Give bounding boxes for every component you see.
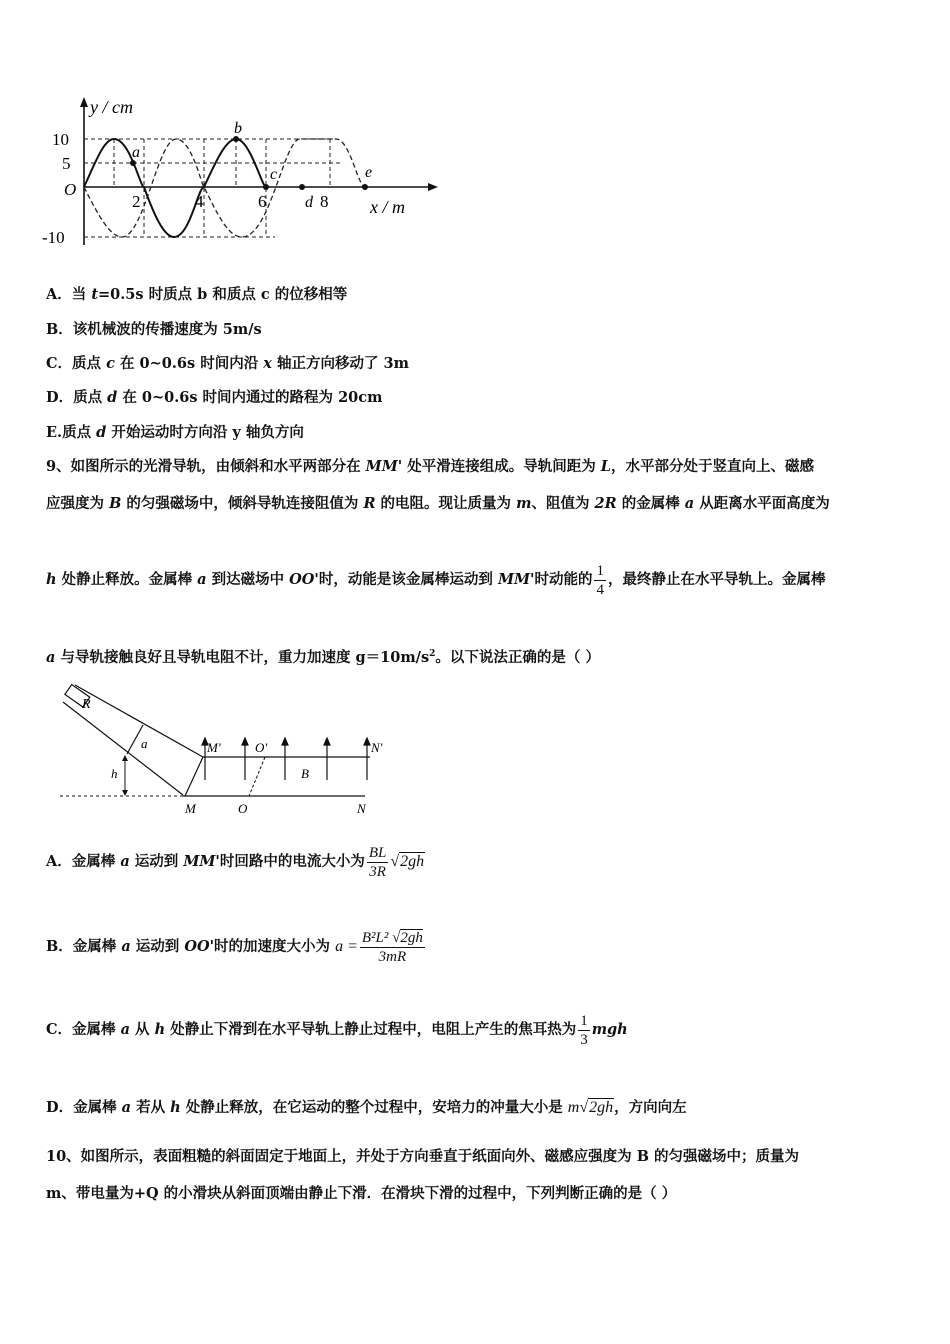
var-d: d — [96, 424, 107, 441]
text: 、阻值为 — [531, 495, 595, 512]
var: a — [684, 495, 695, 512]
frac-num: B²L² √2gh — [361, 929, 423, 946]
q10-line-1: 10、如图所示，表面粗糙的斜面固定于地面上，并处于方向垂直于纸面向外、磁感应强度为 B 的匀强磁场中；质量为 — [46, 1148, 800, 1165]
var: h — [170, 1099, 181, 1116]
var: a — [121, 938, 131, 955]
text: 的电阻。现让质量为 — [375, 495, 517, 512]
sqrt-2gh: √2gh — [390, 853, 425, 870]
text: C．质点 — [46, 355, 107, 372]
q9-line-4 — [46, 644, 600, 668]
var: L — [600, 458, 611, 475]
text: ，水平部分处于竖直向上、磁感 — [611, 458, 814, 475]
rod-label: a — [141, 736, 148, 751]
resistor-label: R — [82, 697, 91, 712]
text: 在 0~0.6s 时间内通过的路程为 20cm — [117, 389, 383, 406]
frac-den: 3R — [369, 863, 386, 880]
q8-option-a — [46, 285, 347, 305]
fraction-one-quarter — [594, 562, 606, 599]
var: a — [46, 648, 56, 666]
var: h — [154, 1021, 166, 1038]
text: 时的加速度大小为 — [214, 938, 336, 955]
var-d: d — [107, 389, 118, 406]
text: D．金属棒 — [46, 1099, 122, 1116]
q8-option-b: B．该机械波的传播速度为 5m/s — [46, 321, 262, 338]
label-c: c — [270, 166, 278, 183]
var: a — [120, 1021, 130, 1038]
oo-line — [249, 757, 265, 796]
radicand: 2gh — [589, 1099, 614, 1116]
text: 处静止释放。金属棒 — [56, 571, 198, 588]
sqrt-2gh: √2gh — [579, 1099, 614, 1116]
dashed-wave — [84, 139, 365, 237]
text: E.质点 — [46, 424, 97, 441]
radicand: 2gh — [400, 929, 423, 946]
var: a — [121, 1099, 132, 1116]
var: R — [363, 495, 376, 512]
incline-rail-upper — [75, 685, 203, 757]
label-m-prime: M' — [207, 740, 221, 755]
point-c — [263, 184, 269, 190]
mm-junction — [185, 757, 203, 796]
var: a — [197, 571, 207, 588]
text: 从距离水平面高度为 — [694, 495, 830, 512]
label-b: b — [234, 120, 242, 137]
var: m — [516, 495, 532, 512]
text: ，最终静止在水平导轨上。金属棒 — [607, 571, 826, 588]
text: A．金属棒 — [46, 853, 121, 870]
q9-line-2 — [46, 494, 830, 514]
text: 在 0~0.6s 时间内沿 — [114, 355, 264, 372]
mgh: mgh — [591, 1021, 628, 1038]
text: 处静止释放，在它运动的整个过程中，安培力的冲量大小是 — [180, 1099, 568, 1116]
frac-num: BL — [368, 844, 387, 861]
label-m: M — [185, 801, 196, 816]
q9-option-b — [46, 925, 427, 969]
var: OO' — [184, 938, 215, 955]
text: 应强度为 — [46, 495, 110, 512]
incline-rail-lower — [63, 702, 183, 795]
x-tick-4: 4 — [195, 192, 204, 211]
text: 若从 — [131, 1099, 171, 1116]
x-tick-8: 8 — [320, 192, 329, 211]
fraction-acceleration — [360, 929, 425, 966]
rail-figure — [55, 680, 395, 820]
text: 的匀强磁场中，倾斜导轨连接阻值为 — [121, 495, 364, 512]
text: 时动能的 — [534, 571, 593, 588]
text: 处静止下滑到在水平导轨上静止过程中，电阻上产生的焦耳热为 — [165, 1021, 577, 1038]
q9-line-3 — [46, 560, 825, 600]
frac-den: 3mR — [378, 948, 407, 965]
coefficient: m — [567, 1099, 580, 1116]
text: D．质点 — [46, 389, 108, 406]
text: 9、如图所示的光滑导轨，由倾斜和水平两部分在 — [46, 458, 366, 475]
text: ，方向向左 — [614, 1099, 687, 1116]
text: 时，动能是该金属棒运动到 — [318, 571, 498, 588]
label-o-prime: O' — [255, 740, 268, 755]
point-e — [362, 184, 368, 190]
point-d — [299, 184, 305, 190]
text: 轴正方向移动了 3m — [271, 355, 409, 372]
label-a: a — [132, 144, 140, 161]
q9-line-1 — [46, 457, 814, 477]
x-axis-label: x / m — [370, 197, 405, 217]
num-text: B²L² — [361, 929, 389, 946]
text: 的金属棒 — [616, 495, 685, 512]
q10-line-2: m、带电量为+Q 的小滑块从斜面顶端由静止下滑．在滑块下滑的过程中，下列判断正确的是（ ） — [46, 1185, 677, 1202]
radicand: 2gh — [400, 853, 425, 870]
label-d: d — [305, 194, 313, 211]
var-t: t — [91, 286, 99, 303]
q8-option-d — [46, 388, 382, 408]
text: A．当 — [46, 286, 92, 303]
text: B．金属棒 — [46, 938, 122, 955]
q8-option-e — [46, 423, 304, 443]
label-e: e — [365, 164, 373, 181]
wave-graph — [40, 95, 440, 260]
text: =0.5s 时质点 b 和质点 c 的位移相等 — [98, 286, 348, 303]
solid-wave — [84, 139, 266, 237]
frac-den: 4 — [596, 581, 604, 598]
label-n-prime: N' — [371, 740, 383, 755]
x-tick-6: 6 — [258, 192, 267, 211]
y-axis-label: y / cm — [90, 97, 133, 117]
frac-den: 3 — [580, 1031, 588, 1048]
fraction-bl-3r — [367, 844, 389, 881]
y-axis-arrow — [80, 97, 88, 107]
var: OO' — [289, 571, 319, 588]
q9-option-d — [46, 1098, 687, 1118]
y-tick-5: 5 — [62, 154, 71, 173]
text: 处平滑连接组成。导轨间距为 — [402, 458, 601, 475]
label-o: O — [238, 801, 248, 816]
text: 到达磁场中 — [206, 571, 290, 588]
height-label: h — [111, 766, 118, 781]
var: MM' — [497, 571, 535, 588]
superscript: 2 — [429, 649, 436, 659]
y-tick-neg10: -10 — [42, 228, 65, 247]
fraction-one-third — [578, 1012, 590, 1049]
q9-option-a — [46, 840, 425, 884]
text: 与导轨接触良好且导轨电阻不计，重力加速度 g＝10m/s — [55, 648, 430, 666]
field-arrows — [202, 738, 370, 780]
text: 。以下说法正确的是（ ） — [435, 648, 600, 666]
var-c: c — [106, 355, 115, 372]
y-tick-10: 10 — [52, 130, 69, 149]
origin-label: O — [64, 180, 77, 199]
var: a — [120, 853, 130, 870]
q9-option-c — [46, 1008, 628, 1052]
q8-option-c — [46, 354, 409, 374]
text: 从 — [130, 1021, 155, 1038]
var: MM' — [365, 458, 403, 475]
frac-num: 1 — [580, 1012, 588, 1029]
var: h — [46, 571, 57, 588]
label-b-field: B — [301, 766, 309, 781]
text: 运动到 — [129, 853, 184, 870]
text: 开始运动时方向沿 y 轴负方向 — [106, 424, 304, 441]
x-tick-2: 2 — [132, 192, 141, 211]
var-x: x — [263, 355, 272, 372]
text: C．金属棒 — [46, 1021, 121, 1038]
var: B — [109, 495, 122, 512]
lhs: a = — [335, 938, 358, 955]
frac-num: 1 — [596, 562, 604, 579]
text: 时回路中的电流大小为 — [219, 853, 365, 870]
var: 2R — [594, 495, 617, 512]
label-n: N — [357, 801, 366, 816]
text: 运动到 — [130, 938, 185, 955]
x-axis-arrow — [428, 183, 438, 191]
var: MM' — [183, 853, 220, 870]
